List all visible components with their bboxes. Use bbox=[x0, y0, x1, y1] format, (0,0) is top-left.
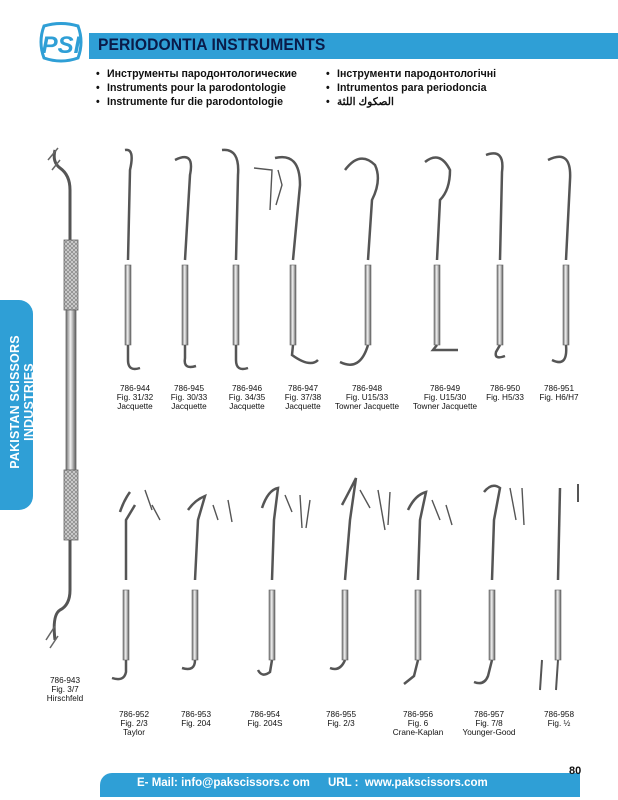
language-item: • Instrumente fur die parodontologie bbox=[96, 96, 283, 108]
instrument-label: 786-956 Fig. 6 Crane-Kaplan bbox=[392, 710, 444, 738]
instrument-label: 786-955 Fig. 2/3 bbox=[325, 710, 357, 729]
row2-instruments bbox=[112, 478, 578, 690]
instrument-label: 786-947 Fig. 37/38 Jacquette bbox=[284, 384, 322, 412]
language-item: • Instruments pour la parodontologie bbox=[96, 82, 286, 94]
language-item: • Инструменты пародонтологические bbox=[96, 68, 297, 80]
company-name: PAKISTAN SCISSORS INDUSTRIES bbox=[8, 335, 36, 469]
instrument-label: 786-952 Fig. 2/3 Taylor bbox=[118, 710, 150, 738]
page-title: PERIODONTIA INSTRUMENTS bbox=[98, 35, 326, 54]
language-item: • الصكوك اللثة bbox=[326, 96, 394, 108]
instrument-label: 786-958 Fig. ½ bbox=[543, 710, 575, 729]
instrument-label: 786-949 Fig. U15/30 Towner Jacquette bbox=[412, 384, 478, 412]
instrument-label: 786-943 Fig. 3/7 Hirschfeld bbox=[46, 676, 84, 704]
page-number: 80 bbox=[569, 765, 582, 777]
instrument-label: 786-950 Fig. H5/33 bbox=[486, 384, 524, 403]
row1-instruments bbox=[125, 150, 570, 369]
instrument-label: 786-953 Fig. 204 bbox=[180, 710, 212, 729]
instrument-label: 786-948 Fig. U15/33 Towner Jacquette bbox=[334, 384, 400, 412]
language-item: • Intrumentos para periodoncia bbox=[326, 82, 487, 94]
language-item: • Інструменти пародонтологічні bbox=[326, 68, 497, 80]
instrument-label: 786-946 Fig. 34/35 Jacquette bbox=[228, 384, 266, 412]
instrument-label: 786-954 Fig. 204S bbox=[247, 710, 283, 729]
logo-text: PSI bbox=[41, 32, 81, 59]
hirschfeld-instrument bbox=[46, 148, 78, 648]
instrument-label: 786-957 Fig. 7/8 Younger-Good bbox=[462, 710, 516, 738]
footer-url[interactable]: URL : www.pakscissors.com bbox=[328, 777, 488, 789]
footer-email[interactable]: E- Mail: info@pakscissors.c om bbox=[137, 777, 310, 789]
instrument-label: 786-945 Fig. 30/33 Jacquette bbox=[170, 384, 208, 412]
instrument-label: 786-944 Fig. 31/32 Jacquette bbox=[116, 384, 154, 412]
instrument-label: 786-951 Fig. H6/H7 bbox=[539, 384, 579, 403]
